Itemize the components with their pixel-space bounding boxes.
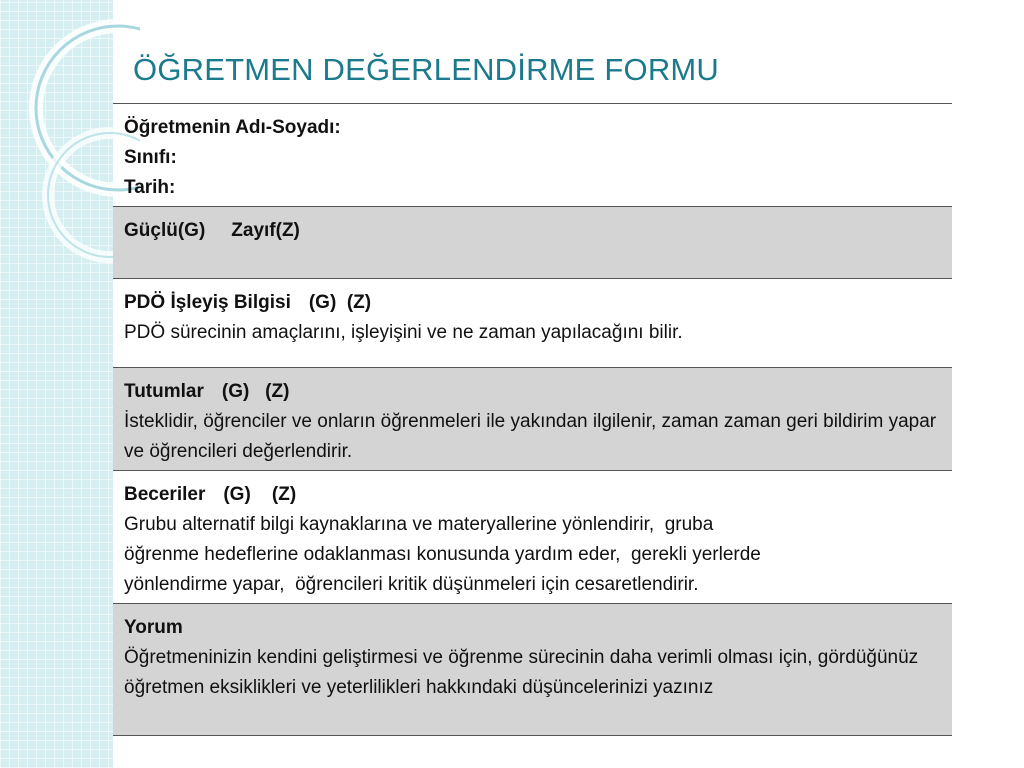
skills-heading: Beceriler (124, 484, 206, 505)
attitudes-marks: (G) (Z) (221, 381, 290, 402)
comment-heading: Yorum (124, 617, 183, 638)
legend-weak: Zayıf(Z) (231, 220, 300, 241)
attitudes-text: İsteklidir, öğrenciler ve onların öğrenmeleri ile yakından ilgilenir, zaman zaman geri bildirim yapar ve öğrencileri değerlendirir. (124, 411, 937, 462)
skills-text-line-1: Grubu alternatif bilgi kaynaklarına ve materyallerine yönlendirir, gruba (124, 514, 714, 535)
legend-section (113, 206, 952, 278)
comment-section (113, 603, 952, 735)
date-label: Tarih: (124, 177, 176, 198)
pdo-section (113, 278, 952, 367)
page-title: ÖĞRETMEN DEĞERLENDİRME FORMU (133, 52, 720, 87)
pdo-text: PDÖ sürecinin amaçlarını, işleyişini ve ne zaman yapılacağını bilir. (124, 322, 683, 343)
comment-text: Öğretmeninizin kendini geliştirmesi ve öğrenme sürecinin daha verimli olması için, gördüğünüz öğretmen eksiklikleri ve yeterlilikleri hakkındaki düşüncelerinizi yazınız (124, 647, 919, 698)
class-label: Sınıfı: (124, 147, 177, 168)
pdo-marks: (G) (Z) (308, 292, 372, 313)
teacher-name-label: Öğretmenin Adı-Soyadı: (124, 117, 341, 138)
attitudes-heading: Tutumlar (124, 381, 204, 402)
form-bottom-border (113, 735, 952, 736)
skills-text-line-2: öğrenme hedeflerine odaklanması konusunda yardım eder, gerekli yerlerde (124, 544, 761, 565)
legend-strong: Güçlü(G) (124, 220, 206, 241)
skills-marks: (G) (Z) (223, 484, 297, 505)
attitudes-section (113, 367, 952, 470)
skills-section (113, 470, 952, 603)
pdo-heading: PDÖ İşleyiş Bilgisi (124, 292, 291, 313)
teacher-info-section (113, 103, 952, 206)
skills-text-line-3: yönlendirme yapar, öğrencileri kritik düşünmeleri için cesaretlendirir. (124, 574, 699, 595)
evaluation-form (113, 103, 952, 736)
